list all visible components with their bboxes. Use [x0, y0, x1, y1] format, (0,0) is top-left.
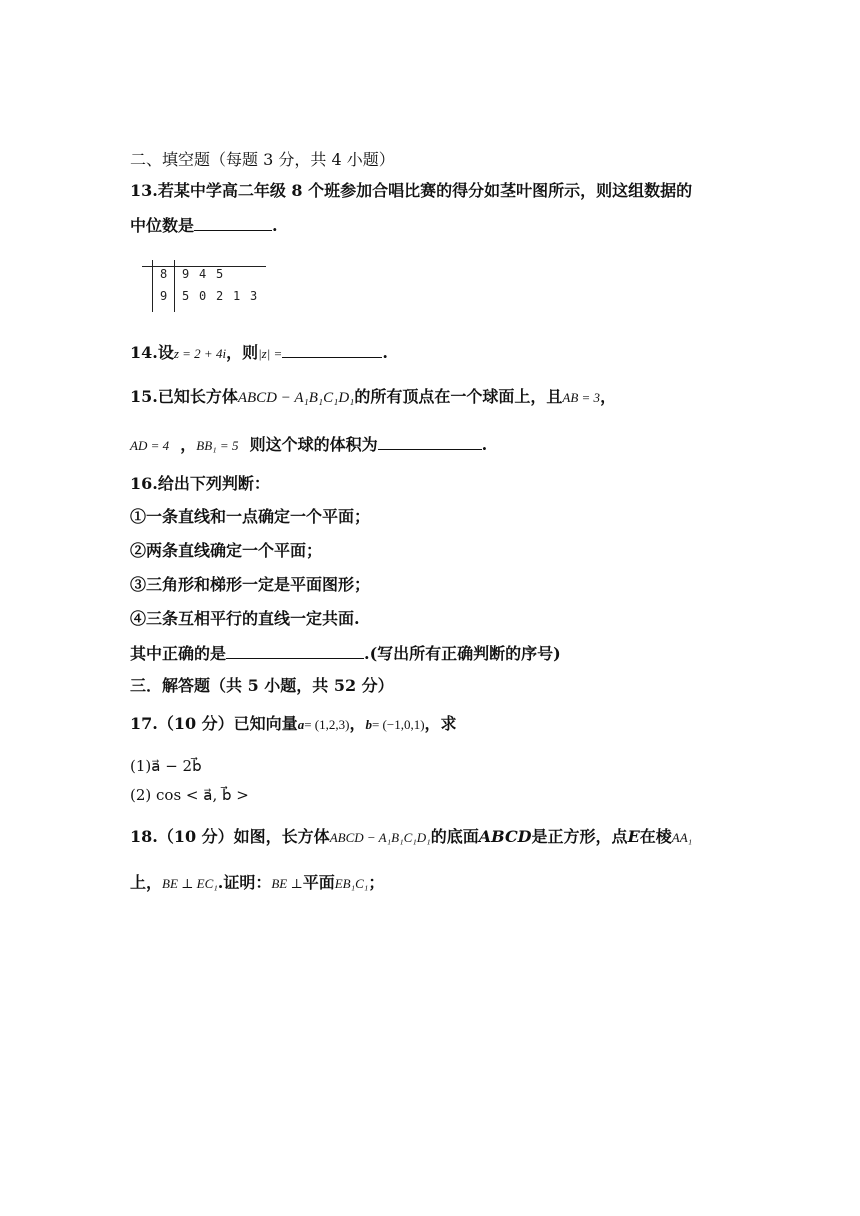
q18-plane: 平面 [302, 873, 335, 892]
q15-comma: ， [600, 387, 617, 406]
q18-mid: 的底面 [430, 827, 479, 846]
q18-prove: .证明： [217, 873, 272, 892]
q13-end: . [272, 216, 278, 235]
q17-part2: (2) cos < a⃗, b⃗ > [130, 786, 249, 804]
q15-end: . [481, 435, 488, 454]
q15-expr2: AB = 3 [562, 390, 601, 405]
section3-title: 三．解答题（共 5 小题，共 52 分） [130, 676, 394, 695]
leaf: 4 [199, 267, 207, 281]
q13-text: 中位数是 [130, 216, 195, 235]
q17-vec-b: b [365, 717, 372, 732]
q15-line1 [130, 389, 616, 406]
q15-ad: AD = 4 [130, 438, 170, 453]
q16-answer-blank[interactable] [226, 644, 364, 659]
q18-plane-expr: EB₁C₁ [334, 876, 369, 891]
q18-cond: BE ⊥ EC₁ [162, 876, 218, 891]
q15-text: 则这个球的体积为 [249, 435, 378, 454]
leaf: 3 [250, 289, 258, 303]
leaf: 5 [216, 267, 224, 281]
q14-expr: z = 2 + 4i [173, 346, 227, 361]
q14-expr2: |z| = [258, 346, 283, 361]
q16-item-3: ③三角形和梯形一定是平面图形； [130, 575, 371, 594]
stem-leaf-plot [142, 256, 266, 312]
q15-expr: ABCD − A₁B₁C₁D₁ [237, 390, 355, 406]
q15-line2 [130, 435, 487, 453]
q16-answer-line [130, 644, 561, 662]
q17-prefix: 17.（10 分）已知向量 [130, 714, 298, 733]
q18-end: ； [368, 873, 385, 892]
leaf: 5 [182, 289, 190, 303]
q16-item-1: ①一条直线和一点确定一个平面； [130, 507, 371, 526]
q14-prefix: 14.设 [130, 343, 174, 362]
q14-mid: ，则 [226, 343, 259, 362]
stem-8: 8 [160, 267, 168, 281]
q17-b-val: = (−1,0,1) [371, 717, 425, 732]
q18-point-e: E [627, 827, 640, 846]
q15-sep: ， [180, 435, 197, 454]
leaf: 0 [199, 289, 207, 303]
q16-item-4: ④三条互相平行的直线一定共面. [130, 609, 360, 628]
q15-prefix: 15.已知长方体 [130, 387, 238, 406]
leaf: 2 [216, 289, 224, 303]
leaf: 9 [182, 267, 190, 281]
q17 [130, 716, 457, 732]
q15-mid: 的所有顶点在一个球面上，且 [354, 387, 563, 406]
q18-mid2: 是正方形，点 [531, 827, 628, 846]
q17-sep: ， [349, 714, 366, 733]
leaf: 1 [233, 289, 241, 303]
q13-answer-blank[interactable] [194, 216, 272, 231]
q18-abcd: ABCD [478, 827, 532, 846]
stem-9: 9 [160, 289, 168, 303]
q18-mid3: 在棱 [639, 827, 672, 846]
q17-suffix: ，求 [424, 714, 457, 733]
q16-item-2: ②两条直线确定一个平面； [130, 541, 323, 560]
q17-part1: (1)a⃗ − 2b⃗ [130, 757, 202, 775]
q18-aa1: AA₁ [671, 830, 693, 845]
q14-end: . [382, 343, 388, 362]
q14-answer-blank[interactable] [282, 343, 382, 358]
q18-line2-prefix: 上， [130, 873, 163, 892]
q15-answer-blank[interactable] [378, 435, 482, 450]
q16-answer-suffix: .(写出所有正确判断的序号) [364, 644, 561, 663]
q13-line1: 13.若某中学高二年级 8 个班参加合唱比赛的得分如茎叶图所示，则这组数据的 [130, 181, 693, 200]
q13-line2 [130, 216, 278, 234]
q18-line2 [130, 875, 384, 891]
q16-title: 16.给出下列判断： [130, 474, 270, 493]
q14 [130, 343, 388, 361]
q17-a-val: = (1,2,3) [304, 717, 350, 732]
q18-prefix: 18.（10 分）如图，长方体 [130, 827, 330, 846]
q15-bb1: BB₁ = 5 [196, 438, 239, 453]
section2-title: 二、填空题（每题 3 分，共 4 小题） [130, 150, 395, 169]
q18-line1 [130, 829, 692, 845]
q18-concl: BE ⊥ [271, 876, 303, 891]
q18-expr: ABCD − A₁B₁C₁D₁ [329, 830, 431, 845]
q16-answer-prefix: 其中正确的是 [130, 644, 227, 663]
q17-vec-a: a [297, 717, 305, 732]
